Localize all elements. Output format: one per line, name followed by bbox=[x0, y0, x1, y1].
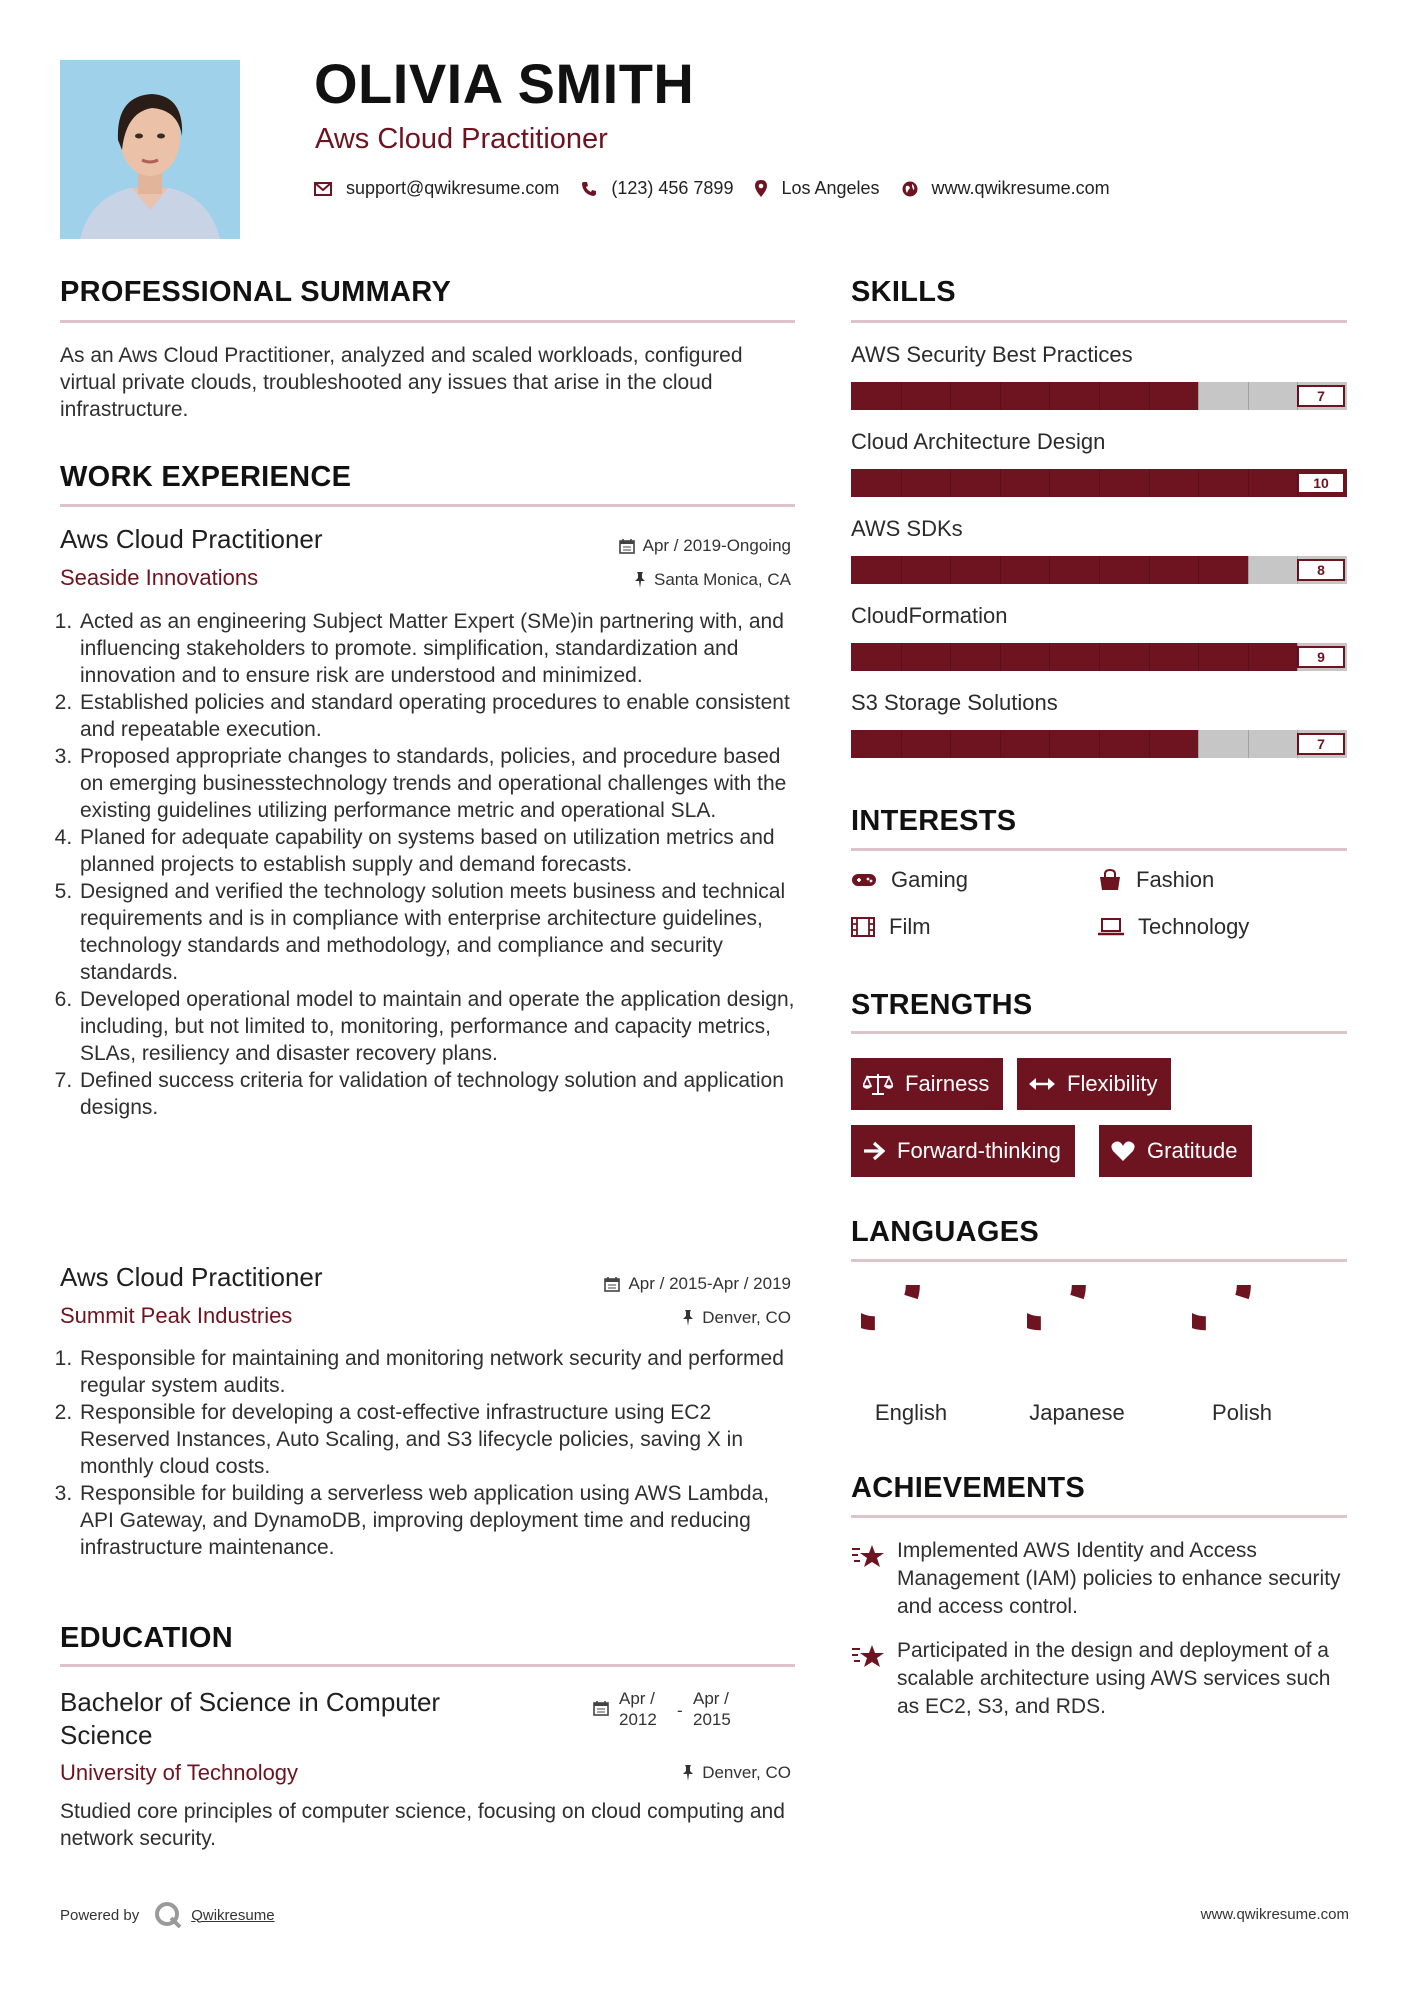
education-divider bbox=[60, 1664, 795, 1667]
skill-bar-segment bbox=[1000, 643, 1001, 671]
skill-level: 8 bbox=[1297, 559, 1345, 581]
achievements-heading: ACHIEVEMENTS bbox=[851, 1472, 1086, 1504]
skill-bar-segment bbox=[1248, 469, 1249, 497]
skill-name: AWS SDKs bbox=[851, 516, 963, 541]
location-text: Los Angeles bbox=[781, 178, 880, 198]
strength-badge bbox=[1017, 1058, 1171, 1110]
envelope-icon bbox=[314, 182, 332, 196]
skill-bar-segment bbox=[1049, 643, 1050, 671]
strengths-heading: STRENGTHS bbox=[851, 989, 1033, 1021]
skill-bar-fill bbox=[851, 382, 1198, 410]
skill-bar-segment bbox=[1000, 382, 1001, 410]
job-dates-text: Apr / 2019-Ongoing bbox=[642, 536, 791, 555]
education-start bbox=[619, 1688, 677, 1730]
interests-divider bbox=[851, 848, 1347, 851]
interest-item bbox=[851, 867, 968, 893]
skills-heading: SKILLS bbox=[851, 276, 956, 308]
interest-item bbox=[1098, 914, 1249, 940]
skill-bar-segment bbox=[1049, 382, 1050, 410]
contact-email[interactable] bbox=[314, 178, 559, 199]
language-item bbox=[1007, 1285, 1147, 1426]
job-dates bbox=[604, 1274, 791, 1294]
skill-bar bbox=[851, 469, 1347, 497]
strength-label: Flexibility bbox=[1067, 1071, 1158, 1096]
strength-badge bbox=[851, 1125, 1075, 1177]
balance-scale-icon bbox=[863, 1073, 893, 1095]
footer-website[interactable]: www.qwikresume.com bbox=[1200, 1906, 1349, 1923]
skill-bar-segment bbox=[1149, 556, 1150, 584]
skill-bar-segment bbox=[1297, 643, 1298, 671]
skill-bar-segment bbox=[1049, 730, 1050, 758]
skill-bar-segment bbox=[1099, 730, 1100, 758]
phone-icon bbox=[581, 181, 597, 197]
pin-icon bbox=[682, 1765, 694, 1781]
skill-bar-segment bbox=[1099, 643, 1100, 671]
job-location-text: Denver, CO bbox=[702, 1308, 791, 1327]
list-item: 7. Defined success criteria for validation of technology solution and application designs. bbox=[78, 1067, 795, 1121]
job-location-text: Santa Monica, CA bbox=[653, 570, 791, 589]
skill-bar-segment bbox=[1149, 469, 1150, 497]
skill-bar-fill bbox=[851, 643, 1297, 671]
qwikresume-logo-icon bbox=[153, 1900, 183, 1930]
skill-bar-segment bbox=[1099, 382, 1100, 410]
calendar-icon bbox=[604, 1276, 620, 1292]
pin-icon bbox=[682, 1310, 694, 1326]
skill-bar-segment bbox=[1248, 643, 1249, 671]
list-item: 2. Established policies and standard operating procedures to enable consistent and repeatable execution. bbox=[78, 689, 795, 743]
job-company: Seaside Innovations bbox=[60, 565, 259, 590]
interests-heading: INTERESTS bbox=[851, 805, 1017, 837]
skill-bar-segment bbox=[1198, 469, 1199, 497]
skill-level: 9 bbox=[1297, 646, 1345, 668]
date-separator: - bbox=[677, 1701, 683, 1720]
skill-bar bbox=[851, 382, 1347, 410]
experience-heading: WORK EXPERIENCE bbox=[60, 461, 352, 493]
shooting-star-icon bbox=[851, 1643, 885, 1671]
education-end bbox=[693, 1688, 751, 1730]
start-month: Apr / bbox=[619, 1689, 655, 1708]
skill-bar-segment bbox=[901, 643, 902, 671]
end-year: 2015 bbox=[693, 1710, 731, 1729]
map-marker-icon bbox=[755, 180, 767, 197]
achievement-text: Implemented AWS Identity and Access Management (IAM) policies to enhance security and access control. bbox=[897, 1539, 1341, 1618]
skill-name: AWS Security Best Practices bbox=[851, 342, 1133, 367]
contact-bar bbox=[314, 178, 1132, 199]
skill-bar-segment bbox=[950, 730, 951, 758]
education-heading: EDUCATION bbox=[60, 1622, 233, 1654]
skill-level: 7 bbox=[1297, 733, 1345, 755]
job-title: Aws Cloud Practitioner bbox=[60, 524, 323, 554]
contact-website[interactable] bbox=[902, 178, 1110, 199]
list-item: 3. Proposed appropriate changes to standards, policies, and procedure based on emerging businesstechnology trends and operational challenges with the existing guidelines utilizing performance metric and operational SLA. bbox=[78, 743, 795, 824]
start-year: 2012 bbox=[619, 1710, 657, 1729]
language-name: English bbox=[874, 1400, 948, 1425]
summary-text: As an Aws Cloud Practitioner, analyzed and scaled workloads, configured virtual private clouds, troubleshooted any issues that arise in the cloud infrastructure. bbox=[60, 344, 743, 421]
degree-title: Bachelor of Science in Computer Science bbox=[60, 1687, 441, 1750]
website-text: www.qwikresume.com bbox=[931, 178, 1110, 198]
language-item bbox=[1172, 1285, 1312, 1426]
interest-label: Film bbox=[889, 914, 931, 939]
skill-name: CloudFormation bbox=[851, 603, 1008, 628]
interest-label: Fashion bbox=[1136, 867, 1215, 892]
powered-by-text: Powered by bbox=[60, 1906, 140, 1924]
skill-bar-segment bbox=[1049, 556, 1050, 584]
skill-bar-segment bbox=[950, 556, 951, 584]
list-item: 6. Developed operational model to maintain and operate the application design, including, but not limited to, monitoring, performance and capacity metrics, SLAs, resiliency and disaster recovery plans. bbox=[78, 986, 795, 1067]
achievement-text: Participated in the design and deployment of a scalable architecture using AWS services such as EC2, S3, and RDS. bbox=[897, 1639, 1331, 1718]
skill-bar-segment bbox=[901, 382, 902, 410]
skill-bar-fill bbox=[851, 730, 1198, 758]
skill-bar-segment bbox=[1049, 469, 1050, 497]
skill-bar-segment bbox=[1297, 556, 1298, 584]
strength-label: Fairness bbox=[905, 1071, 990, 1096]
skill-bar-segment bbox=[950, 643, 951, 671]
gamepad-icon bbox=[851, 872, 877, 888]
skill-bar-segment bbox=[1198, 382, 1199, 410]
arrow-right-icon bbox=[863, 1141, 885, 1161]
summary-heading: PROFESSIONAL SUMMARY bbox=[60, 276, 452, 308]
contact-phone[interactable] bbox=[581, 178, 733, 199]
calendar-icon bbox=[593, 1700, 609, 1716]
skill-bar-segment bbox=[1198, 643, 1199, 671]
skill-bar bbox=[851, 556, 1347, 584]
strength-label: Forward-thinking bbox=[897, 1138, 1061, 1163]
skill-bar-segment bbox=[1000, 556, 1001, 584]
candidate-title: Aws Cloud Practitioner bbox=[315, 123, 608, 155]
job-location bbox=[682, 1308, 791, 1328]
skill-bar-segment bbox=[901, 730, 902, 758]
laptop-icon bbox=[1098, 918, 1124, 936]
skill-bar-segment bbox=[1099, 469, 1100, 497]
languages-heading: LANGUAGES bbox=[851, 1216, 1039, 1248]
experience-divider bbox=[60, 504, 795, 507]
language-ring bbox=[1027, 1285, 1127, 1385]
candidate-name: OLIVIA SMITH bbox=[314, 52, 695, 115]
education-location-text: Denver, CO bbox=[702, 1763, 791, 1782]
language-name: Japanese bbox=[1029, 1400, 1125, 1425]
job-bullets bbox=[60, 1345, 795, 1561]
qwikresume-link[interactable]: Qwikresume bbox=[191, 1906, 275, 1924]
skill-bar-segment bbox=[1297, 469, 1298, 497]
job-bullets bbox=[60, 608, 795, 1121]
skill-bar bbox=[851, 730, 1347, 758]
skill-bar bbox=[851, 643, 1347, 671]
job-dates bbox=[619, 536, 791, 556]
interest-item bbox=[851, 914, 931, 940]
summary-divider bbox=[60, 320, 795, 323]
list-item: 3. Responsible for building a serverless web application using AWS Lambda, API Gateway, and DynamoDB, improving deployment time and reducing infrastructure maintenance. bbox=[78, 1480, 795, 1561]
job-title: Aws Cloud Practitioner bbox=[60, 1262, 323, 1292]
skill-bar-segment bbox=[901, 556, 902, 584]
film-icon bbox=[851, 917, 875, 937]
achievement-item bbox=[851, 1637, 1351, 1721]
pin-icon bbox=[634, 572, 646, 588]
skill-bar-segment bbox=[1149, 643, 1150, 671]
job-company: Summit Peak Industries bbox=[60, 1303, 293, 1328]
list-item: 4. Planed for adequate capability on systems based on utilization metrics and planned projects to establish supply and demand forecasts. bbox=[78, 824, 795, 878]
job-dates-text: Apr / 2015-Apr / 2019 bbox=[628, 1274, 791, 1293]
education-location bbox=[682, 1763, 791, 1783]
job-location bbox=[634, 570, 791, 590]
strength-badge bbox=[1099, 1125, 1252, 1177]
shopping-bag-icon bbox=[1098, 869, 1122, 891]
email-text: support@qwikresume.com bbox=[346, 178, 560, 198]
globe-icon bbox=[902, 181, 918, 197]
skills-divider bbox=[851, 320, 1347, 323]
skill-bar-segment bbox=[1000, 730, 1001, 758]
list-item: 1. Acted as an engineering Subject Matter Expert (SMe)in partnering with, and influencing stakeholders to promote. simplification, standardization and innovation and to ensure risk are understood and minimized. bbox=[78, 608, 795, 689]
interest-label: Technology bbox=[1138, 914, 1250, 939]
contact-location bbox=[755, 178, 879, 199]
school-name: University of Technology bbox=[60, 1760, 299, 1785]
language-name: Polish bbox=[1212, 1400, 1272, 1425]
interest-label: Gaming bbox=[891, 867, 969, 892]
strength-badge bbox=[851, 1058, 1003, 1110]
shooting-star-icon bbox=[851, 1543, 885, 1571]
skill-bar-segment bbox=[1248, 382, 1249, 410]
strengths-divider bbox=[851, 1031, 1347, 1034]
heart-icon bbox=[1111, 1141, 1135, 1162]
education-dates bbox=[593, 1688, 751, 1730]
languages-divider bbox=[851, 1259, 1347, 1262]
phone-text: (123) 456 7899 bbox=[611, 178, 734, 198]
list-item: 1. Responsible for maintaining and monitoring network security and performed regular system audits. bbox=[78, 1345, 795, 1399]
language-item bbox=[841, 1285, 981, 1426]
education-description: Studied core principles of computer science, focusing on cloud computing and network security. bbox=[60, 1800, 785, 1850]
skill-bar-segment bbox=[1198, 556, 1199, 584]
skill-bar-segment bbox=[1149, 382, 1150, 410]
skill-level: 10 bbox=[1297, 472, 1345, 494]
skill-bar-segment bbox=[1297, 382, 1298, 410]
language-ring bbox=[1192, 1285, 1292, 1385]
arrows-horizontal-icon bbox=[1029, 1077, 1055, 1091]
skill-level: 7 bbox=[1297, 385, 1345, 407]
skill-name: S3 Storage Solutions bbox=[851, 690, 1058, 715]
strength-label: Gratitude bbox=[1147, 1138, 1238, 1163]
skill-bar-segment bbox=[950, 382, 951, 410]
skill-bar-segment bbox=[1149, 730, 1150, 758]
list-item: 5. Designed and verified the technology solution meets business and technical requirements and is in compliance with enterprise architecture guidelines, technology standards and methodology, and compliance and security standards. bbox=[78, 878, 795, 986]
achievements-divider bbox=[851, 1515, 1347, 1518]
interest-item bbox=[1098, 867, 1214, 893]
skill-bar-segment bbox=[1248, 730, 1249, 758]
skill-bar-segment bbox=[1248, 556, 1249, 584]
language-ring bbox=[861, 1285, 961, 1385]
end-month: Apr / bbox=[693, 1689, 729, 1708]
skill-bar-segment bbox=[1198, 730, 1199, 758]
list-item: 2. Responsible for developing a cost-effective infrastructure using EC2 Reserved Instances, Auto Scaling, and S3 lifecycle policies, saving X in monthly cloud costs. bbox=[78, 1399, 795, 1480]
footer-powered-by bbox=[60, 1900, 275, 1930]
skill-bar-segment bbox=[950, 469, 951, 497]
skill-bar-segment bbox=[1000, 469, 1001, 497]
skill-name: Cloud Architecture Design bbox=[851, 429, 1106, 454]
achievement-item bbox=[851, 1537, 1351, 1621]
skill-bar-segment bbox=[1099, 556, 1100, 584]
skill-bar-segment bbox=[1297, 730, 1298, 758]
calendar-icon bbox=[619, 538, 635, 554]
profile-photo bbox=[60, 60, 240, 239]
skill-bar-segment bbox=[901, 469, 902, 497]
